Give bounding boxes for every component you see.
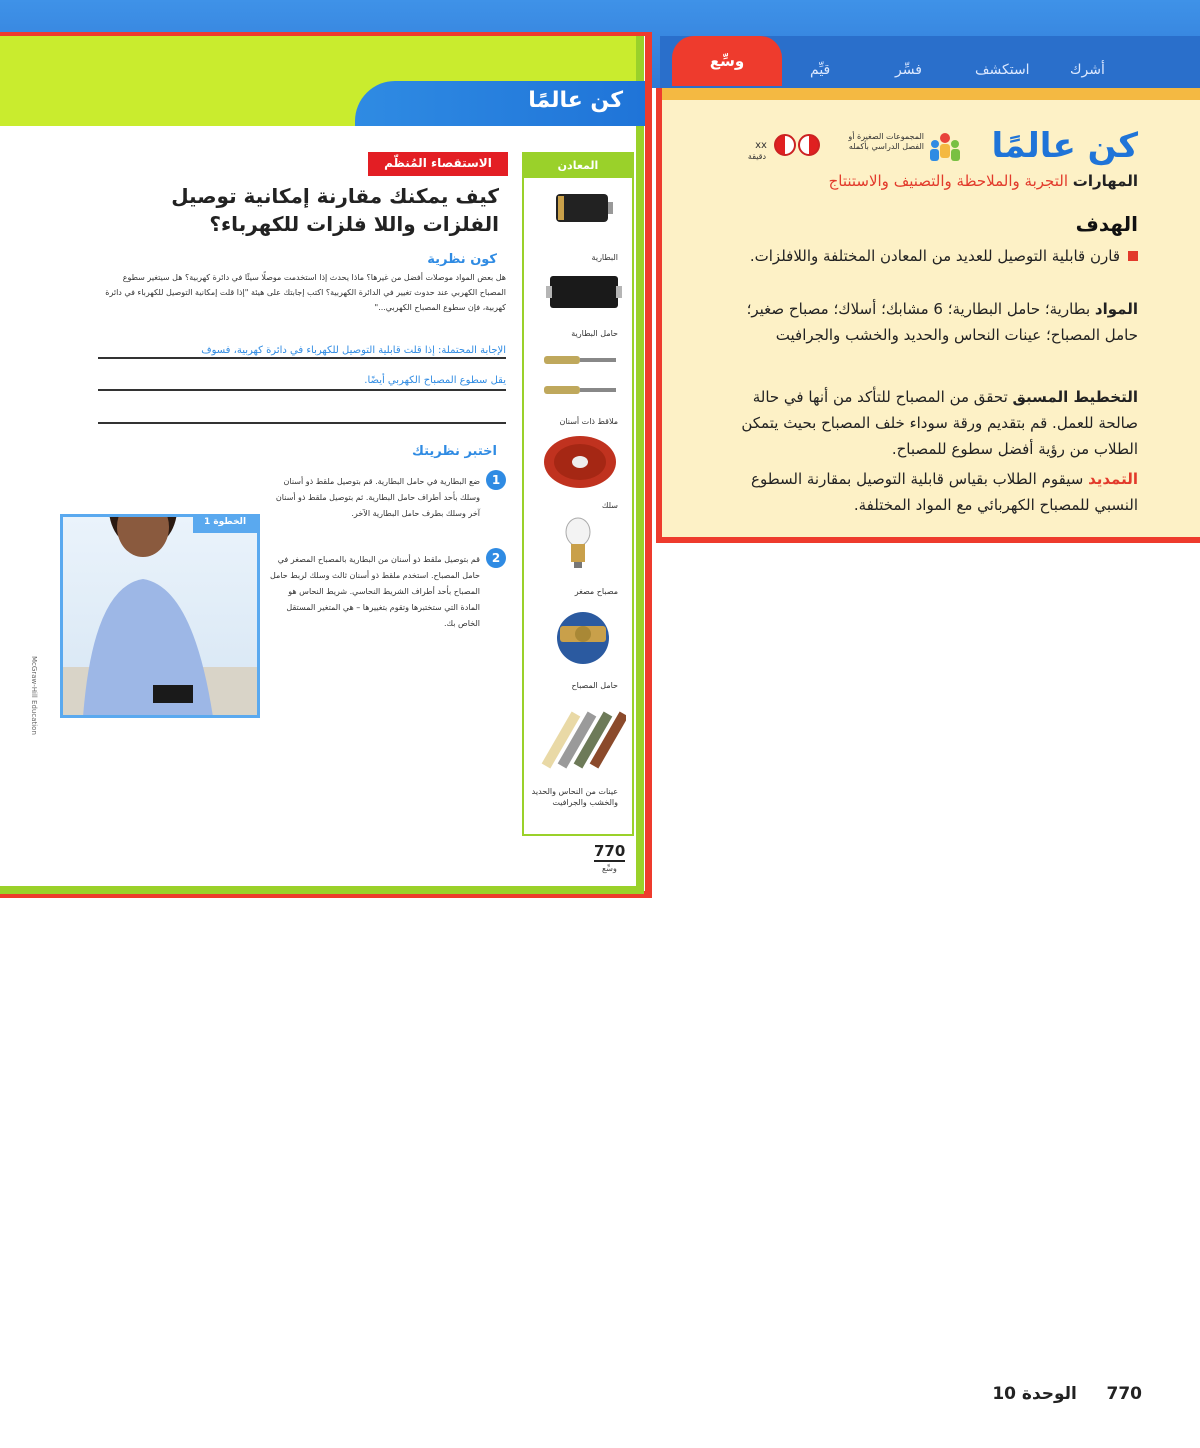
page-footer: [992, 1384, 1142, 1404]
answer-line: الإجابة المحتملة: إذا قلت قابلية التوصيل للكهرباء في دائرة كهربية، فسوف: [201, 345, 506, 356]
material-item: مصباح مصغر: [574, 587, 618, 596]
clock-icon: [798, 134, 820, 156]
tab-explore[interactable]: استكشف: [975, 62, 1030, 78]
step-1-number-icon: 1: [486, 470, 506, 490]
plan-label: التخطيط المسبق: [1012, 388, 1138, 406]
step-1-text: ضع البطارية في حامل البطارية. قم بتوصيل ملقط ذو أسنان وسلك بأحد أطراف حامل البطارية. ثم بتوصيل ملقط ذو أسنان آخر وسلك بطرف حامل البطارية الآخر.: [275, 477, 480, 518]
hypothesis-text: هل بعض المواد موصلات أفضل من غيرها؟ ماذا يحدث إذا استخدمت موصلًا سيئًا في دائرة كهربية؟ هل سيتغير سطوع المصباح الكهربي عند حدوث تغيير في الدائرة الكهربية؟ اكتب إجابتك على هيئة "إذا قلت إمكانية التوصيل للكهرباء في دائرة كهربية، فإن سطوع المصباح الكهربي...": [105, 273, 506, 312]
goal-text: [718, 244, 1138, 268]
material-item: ملاقط ذات أسنان: [559, 417, 618, 426]
extension-paragraph: [718, 466, 1138, 518]
clock-icon: [774, 134, 796, 156]
goal-body: قارن قابلية التوصيل للعديد من المعادن المختلفة واللافلزات.: [749, 247, 1120, 265]
material-item: عينات من النحاس والحديد والخشب والجرافيت: [531, 787, 618, 807]
clips-image: [538, 346, 622, 406]
student-page-number: 770: [594, 842, 626, 860]
group-icon: [928, 130, 962, 164]
test-heading: اختبر نظريتك: [412, 444, 497, 459]
student-photo-illustration: [63, 517, 260, 718]
student-photo: [60, 514, 260, 718]
student-page: [0, 32, 652, 898]
materials-label: المواد: [1094, 300, 1138, 318]
step-tag: الخطوة 1: [193, 517, 257, 533]
write-line: [98, 389, 506, 391]
inquiry-question: كيف يمكنك مقارنة إمكانية توصيل الفلزات واللا فلزات للكهرباء؟: [171, 184, 499, 236]
photo-credit: McGraw-Hill Education: [30, 656, 38, 735]
material-item: حامل المصباح: [571, 681, 618, 690]
tab-explain[interactable]: فسِّر: [895, 62, 922, 78]
panel-title: كن عالمًا: [991, 126, 1138, 166]
write-line: [98, 357, 506, 359]
teacher-panel: [656, 88, 1200, 543]
page-title: كن عالمًا: [528, 88, 623, 113]
skills-line: [718, 172, 1138, 190]
time-unit: دقيقة: [747, 152, 767, 161]
extension-label: التمديد: [1088, 470, 1138, 488]
inquiry-badge: الاستقصاء المُنظّم: [368, 152, 508, 176]
footer-page-number: 770: [1106, 1384, 1142, 1404]
materials-paragraph: [718, 296, 1138, 348]
skills-value: التجربة والملاحظة والتصنيف والاستنتاج: [828, 172, 1068, 190]
time-value: xx: [755, 140, 767, 151]
extension-text: سيقوم الطلاب بقياس قابلية التوصيل بمقارنة السطوع النسبي للمصباح الكهربائي مع المواد المختلفة.: [751, 470, 1138, 514]
materials-text: بطارية؛ حامل البطارية؛ 6 مشابك؛ أسلاك؛ مصباح صغير؛ حامل المصباح؛ عينات النحاس والحديد والخشب والجرافيت: [746, 300, 1138, 344]
step-2-text: قم بتوصيل ملقط ذو أسنان من البطارية بالمصباح المصغر في حامل المصباح. استخدم ملقط ذو أسنان ثالث وسلك لربط حامل المصباح بأحد أطراف الشريط النحاسي. شريط النحاس هو المادة التي ستختبرها وتقوم بتغييرها – هي المتغير المستقل الخاص بك.: [269, 555, 480, 628]
step-2-number-icon: 2: [486, 548, 506, 568]
tab-engage[interactable]: أشرك: [1070, 62, 1105, 78]
tab-extend[interactable]: وسِّع: [672, 36, 782, 86]
group-label: المجموعات الصغيرة أو الفصل الدراسي بأكمله: [848, 132, 924, 151]
bulb-holder-image: [548, 602, 618, 668]
student-page-section: وسِّع: [602, 864, 617, 873]
tab-evaluate[interactable]: قيِّم: [810, 62, 831, 78]
panel-strip: [662, 88, 1200, 100]
wire-spool-image: [540, 432, 620, 492]
material-item: حامل البطارية: [571, 329, 618, 338]
goal-heading: الهدف: [1075, 212, 1138, 236]
mini-bulb-image: [558, 514, 598, 572]
battery-image: [552, 188, 616, 228]
battery-holder-image: [544, 268, 624, 316]
samples-image: [536, 696, 626, 778]
materials-column: [522, 152, 634, 836]
answer-line: يقل سطوع المصباح الكهربي أيضًا.: [364, 375, 506, 386]
materials-heading: المعادن: [524, 154, 632, 178]
skills-label: المهارات: [1072, 172, 1138, 190]
footer-unit: الوحدة 10: [992, 1384, 1077, 1404]
write-line: [98, 422, 506, 424]
plan-text: تحقق من المصباح للتأكد من أنها في حالة صالحة للعمل. قم بتقديم ورقة سوداء خلف المصباح بحيث يتمكن الطلاب من رؤية أفضل سطوع للمصباح.: [741, 388, 1138, 458]
material-item: البطارية: [591, 253, 618, 262]
hypothesis-heading: كون نظرية: [427, 252, 497, 267]
bullet-icon: [1128, 251, 1138, 261]
plan-paragraph: [718, 384, 1138, 462]
material-item: سلك: [601, 501, 618, 510]
answer-block: [98, 336, 506, 396]
